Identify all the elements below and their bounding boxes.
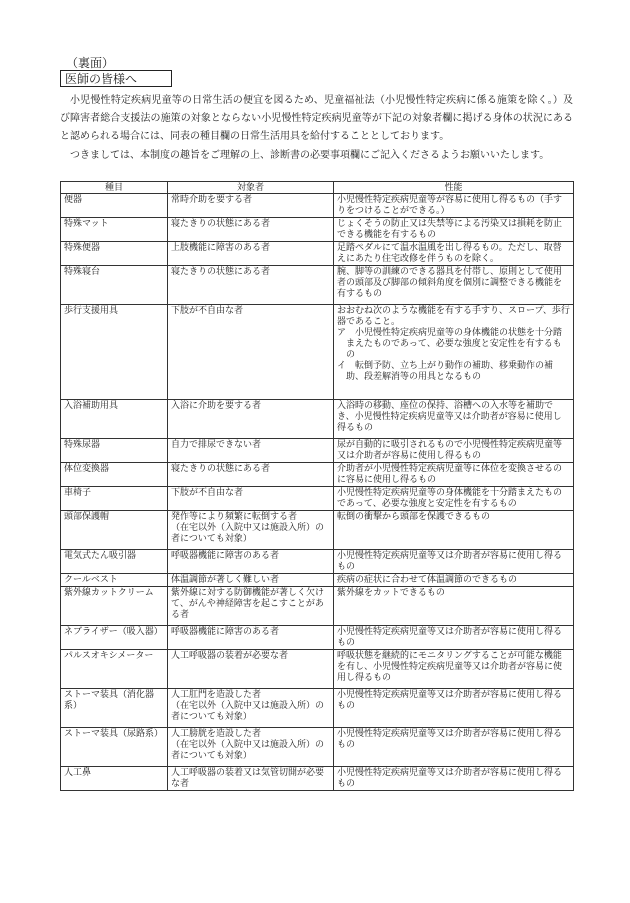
cell-performance bbox=[334, 626, 574, 650]
cell-item: 電気式たん吸引器 bbox=[61, 550, 168, 574]
performance-text: 転倒の衝撃から頭部を保護できるもの bbox=[337, 512, 491, 522]
cell-item: 歩行支援用具 bbox=[61, 305, 168, 400]
cell-target: 入浴に介助を要する者 bbox=[168, 400, 334, 439]
cell-performance bbox=[334, 767, 574, 791]
performance-subitem: ア 小児慢性特定疾病児童等の身体機能の状態を十分踏まえたものであって、必要な強度と安定性を有するもの bbox=[337, 328, 563, 360]
performance-text: 小児慢性特定疾病児童等又は介助者が容易に使用し得るもの bbox=[337, 627, 563, 648]
cell-item: ネブライザー（吸入器） bbox=[61, 626, 168, 650]
table-row bbox=[61, 218, 574, 242]
cell-performance bbox=[334, 194, 574, 218]
cell-target: 寝たきりの状態にある者 bbox=[168, 463, 334, 487]
cell-performance bbox=[334, 305, 574, 400]
cell-item: 特殊寝台 bbox=[61, 266, 168, 305]
cell-target: 人工呼吸器の装着又は気管切開が必要な者 bbox=[168, 767, 334, 791]
performance-text: 腕、脚等の訓練のできる器具を付帯し、原則として使用者の頭部及び脚部の傾斜角度を個別に調整できる機能を有するもの bbox=[337, 267, 563, 299]
table-row bbox=[61, 266, 574, 305]
cell-item: 入浴補助用具 bbox=[61, 400, 168, 439]
performance-text: じょくそうの防止又は失禁等による汚染又は損耗を防止できる機能を有するもの bbox=[337, 219, 563, 240]
table-row bbox=[61, 550, 574, 574]
cell-performance bbox=[334, 650, 574, 689]
cell-performance bbox=[334, 487, 574, 511]
cell-target: 呼吸器機能に障害のある者 bbox=[168, 550, 334, 574]
table-row bbox=[61, 487, 574, 511]
cell-item: 紫外線カットクリーム bbox=[61, 587, 168, 626]
cell-target: 発作等により頻繁に転倒する者 （在宅以外（入院中又は施設入所）の者についても対象） bbox=[168, 511, 334, 550]
cell-performance bbox=[334, 218, 574, 242]
table-header-row bbox=[61, 182, 574, 194]
cell-target: 紫外線に対する防御機能が著しく欠けて、がんや神経障害を起こすことがある者 bbox=[168, 587, 334, 626]
header-target: 対象者 bbox=[168, 182, 334, 194]
cell-performance bbox=[334, 511, 574, 550]
performance-text: 小児慢性特定疾病児童等又は介助者が容易に使用し得るもの bbox=[337, 551, 563, 572]
table-row bbox=[61, 400, 574, 439]
header-item: 種目 bbox=[61, 182, 168, 194]
cell-target: 呼吸器機能に障害のある者 bbox=[168, 626, 334, 650]
cell-performance bbox=[334, 550, 574, 574]
cell-performance bbox=[334, 587, 574, 626]
performance-text: 疾病の症状に合わせて体温調節のできるもの bbox=[337, 575, 518, 585]
cell-target: 人工膀胱を造設した者 （在宅以外（入院中又は施設入所）の者についても対象） bbox=[168, 728, 334, 767]
table-row bbox=[61, 574, 574, 587]
cell-item: ストーマ装具（消化器系） bbox=[61, 689, 168, 728]
cell-performance bbox=[334, 400, 574, 439]
page-heading: （裏面） bbox=[66, 56, 115, 70]
cell-item: 特殊尿器 bbox=[61, 439, 168, 463]
performance-text: 介助者が小児慢性特定疾病児童等に体位を変換させるのに容易に使用し得るもの bbox=[337, 464, 563, 485]
performance-text: 入浴時の移動、座位の保持、浴槽への入水等を補助でき、小児慢性特定疾病児童等又は介助者が容易に使用し得るもの bbox=[337, 401, 562, 433]
table-row bbox=[61, 728, 574, 767]
cell-performance bbox=[334, 463, 574, 487]
table-row bbox=[61, 194, 574, 218]
table-row bbox=[61, 650, 574, 689]
table-row bbox=[61, 439, 574, 463]
cell-performance bbox=[334, 242, 574, 266]
table-row bbox=[61, 587, 574, 626]
cell-item: 特殊便器 bbox=[61, 242, 168, 266]
cell-item: 人工鼻 bbox=[61, 767, 168, 791]
table-body bbox=[61, 194, 574, 791]
performance-text: 呼吸状態を継続的にモニタリングすることが可能な機能を有し、小児慢性特定疾病児童等又は介助者が容易に使用し得るもの bbox=[337, 651, 563, 683]
cell-item: 便器 bbox=[61, 194, 168, 218]
performance-text: おおむね次のような機能を有する手すり、スロープ、歩行器であること。 bbox=[337, 306, 570, 327]
cell-item: ストーマ装具（尿路系） bbox=[61, 728, 168, 767]
cell-item: クールベスト bbox=[61, 574, 168, 587]
table-row bbox=[61, 767, 574, 791]
cell-item: 特殊マット bbox=[61, 218, 168, 242]
performance-text: 足踏ペダルにて温水温風を出し得るもの。ただし、取替えにあたり住宅改修を伴うものを除く。 bbox=[337, 243, 562, 264]
cell-target: 常時介助を要する者 bbox=[168, 194, 334, 218]
cell-target: 人工呼吸器の装着が必要な者 bbox=[168, 650, 334, 689]
performance-text: 小児慢性特定疾病児童等が容易に使用し得るもの（手すりをつけることができる。） bbox=[337, 195, 563, 216]
cell-target: 寝たきりの状態にある者 bbox=[168, 266, 334, 305]
cell-performance bbox=[334, 574, 574, 587]
performance-text: 小児慢性特定疾病児童等又は介助者が容易に使用し得るもの bbox=[337, 690, 563, 711]
table-row bbox=[61, 463, 574, 487]
cell-performance bbox=[334, 266, 574, 305]
cell-target: 下肢が不自由な者 bbox=[168, 487, 334, 511]
cell-target: 自力で排尿できない者 bbox=[168, 439, 334, 463]
performance-subitem: イ 転倒予防、立ち上がり動作の補助、移乗動作の補助、段差解消等の用具となるもの bbox=[337, 361, 554, 382]
table-row bbox=[61, 626, 574, 650]
equipment-table bbox=[60, 181, 574, 791]
performance-text: 小児慢性特定疾病児童等又は介助者が容易に使用し得るもの bbox=[337, 768, 563, 789]
intro-paragraph: つきましては、本制度の趣旨をご理解の上、診断書の必要事項欄にご記入くださるようお願いいたします。 bbox=[70, 149, 550, 161]
cell-performance bbox=[334, 728, 574, 767]
cell-target: 上肢機能に障害のある者 bbox=[168, 242, 334, 266]
cell-item: 体位変換器 bbox=[61, 463, 168, 487]
cell-target: 人工肛門を造設した者 （在宅以外（入院中又は施設入所）の者についても対象） bbox=[168, 689, 334, 728]
cell-target: 下肢が不自由な者 bbox=[168, 305, 334, 400]
intro-paragraph: 小児慢性特定疾病児童等の日常生活の便宜を図るため、児童福祉法（小児慢性特定疾病に係る施策を除く。）及び障害者総合支援法の施策の対象とならない小児慢性特定疾病児童等が下記の対象者欄に掲げる身体の状況にあると認められる場合には、同表の種目欄の日常生活用具を給付することとしております。 bbox=[60, 95, 573, 143]
performance-text: 小児慢性特定疾病児童等又は介助者が容易に使用し得るもの bbox=[337, 729, 563, 750]
cell-item: パルスオキシメーター bbox=[61, 650, 168, 689]
cell-target: 体温調節が著しく難しい者 bbox=[168, 574, 334, 587]
table-row bbox=[61, 689, 574, 728]
cell-performance bbox=[334, 689, 574, 728]
table-row bbox=[61, 511, 574, 550]
cell-performance bbox=[334, 439, 574, 463]
performance-text: 紫外線をカットできるもの bbox=[337, 588, 445, 598]
header-performance: 性能 bbox=[334, 182, 574, 194]
performance-text: 小児慢性特定疾病児童等の身体機能を十分踏まえたものであって、必要な強度と安定性を有するもの bbox=[337, 488, 563, 509]
performance-text: 尿が自動的に吸引されるもので小児慢性特定疾病児童等又は介助者が容易に使用し得るもの bbox=[337, 440, 563, 461]
cell-item: 頭部保護帽 bbox=[61, 511, 168, 550]
cell-item: 車椅子 bbox=[61, 487, 168, 511]
table-row bbox=[61, 305, 574, 400]
table-row bbox=[61, 242, 574, 266]
intro-text bbox=[60, 92, 573, 165]
cell-target: 寝たきりの状態にある者 bbox=[168, 218, 334, 242]
section-title: 医師の皆様へ bbox=[60, 70, 172, 87]
